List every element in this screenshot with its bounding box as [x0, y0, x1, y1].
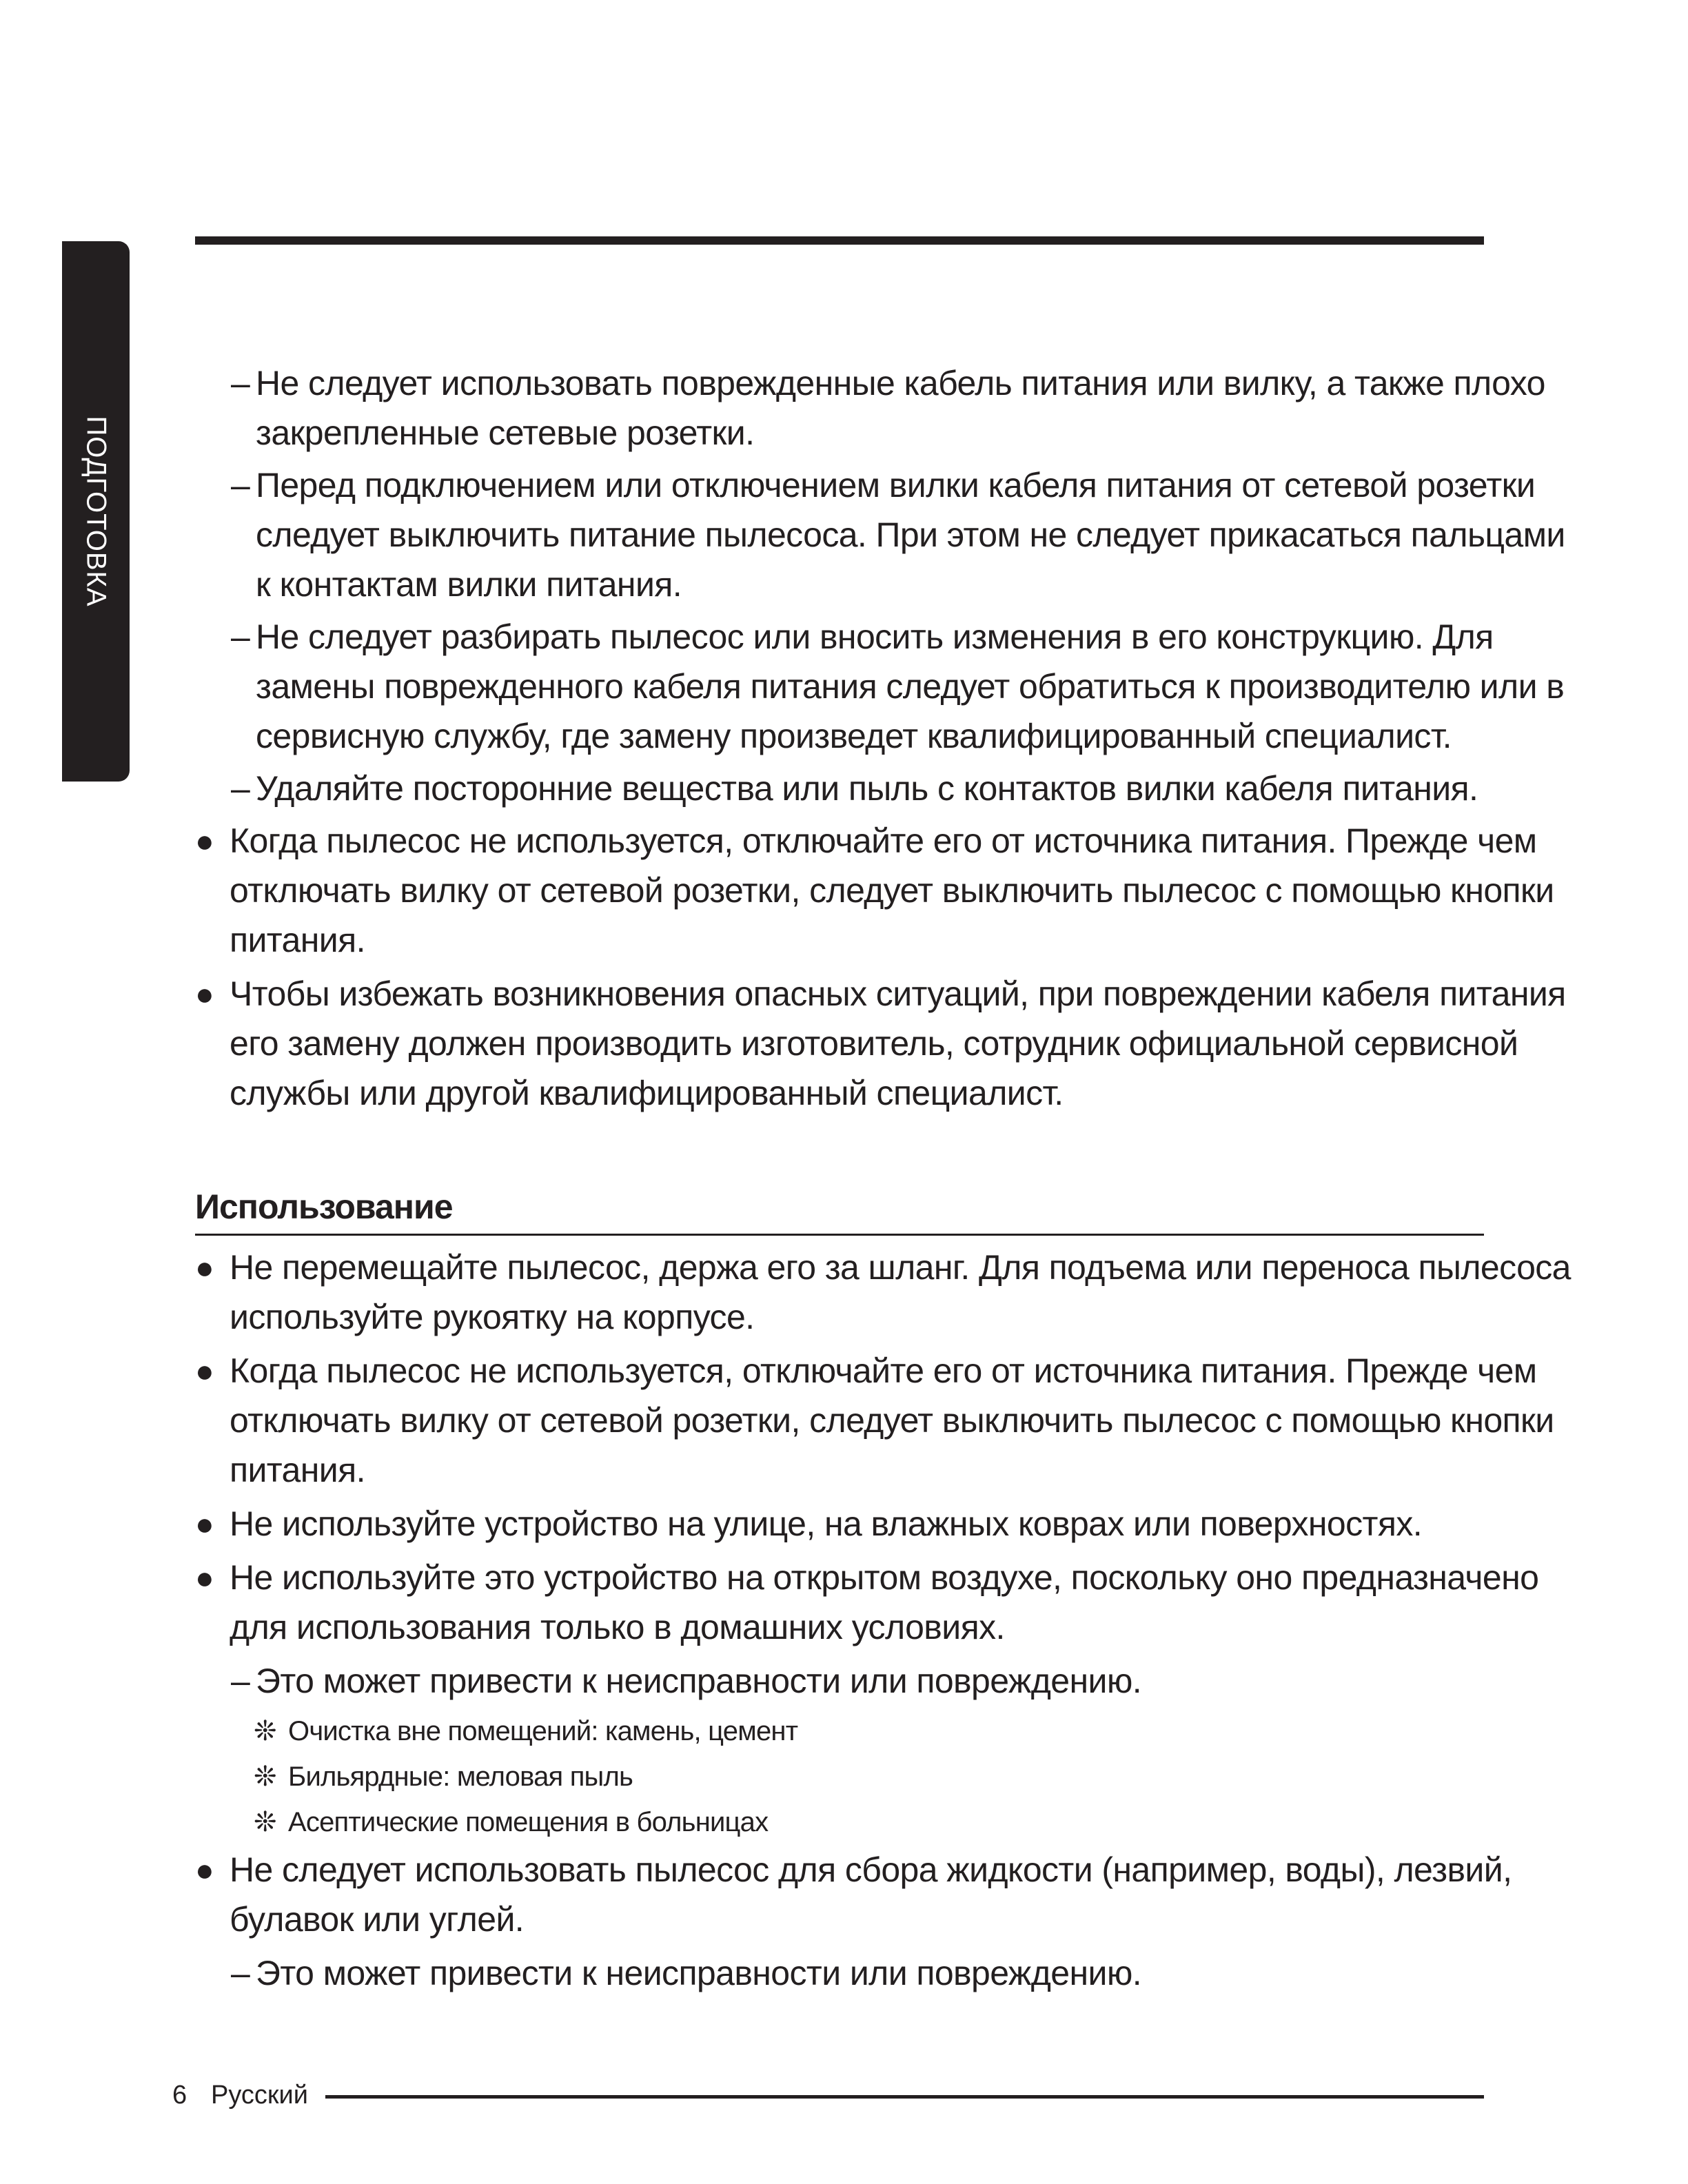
page-footer	[172, 2074, 1484, 2116]
dash-item	[195, 358, 1545, 458]
text-line: Не используйте устройство на улице, на влажных коврах или поверхностях.	[230, 1504, 1423, 1543]
text-line: Не следует использовать пылесос для сбора жидкости (например, воды), лезвий,	[230, 1850, 1512, 1889]
page-content	[195, 358, 1571, 2001]
bullet-item	[195, 969, 1566, 1118]
text-line: Не следует использовать поврежденные кабель питания или вилку, а также плохо	[256, 364, 1545, 402]
bullet-marker: ●	[195, 1353, 214, 1389]
bullet-item	[195, 1845, 1512, 1944]
bullet-item	[195, 1243, 1571, 1342]
bullet-item	[195, 1499, 1484, 1549]
side-tab-label: ПОДГОТОВКА	[81, 416, 112, 607]
text-line: Асептические помещения в больницах	[288, 1807, 769, 1837]
text-line: Не следует разбирать пылесос или вносить изменения в его конструкцию. Для	[256, 618, 1494, 656]
bullet-marker: ●	[195, 1852, 214, 1888]
dash-marker: –	[231, 1662, 250, 1700]
text-line: Чтобы избежать возникновения опасных ситуаций, при повреждении кабеля питания	[230, 974, 1566, 1013]
note-item	[195, 1799, 1484, 1845]
text-line: используйте рукоятку на корпусе.	[230, 1298, 755, 1336]
text-line: Это может привести к неисправности или повреждению.	[256, 1954, 1142, 1992]
dash-item	[195, 1948, 1484, 1998]
bullet-marker: ●	[195, 976, 214, 1012]
bullet-marker: ●	[195, 823, 214, 859]
text-line: отключать вилку от сетевой розетки, следует выключить пылесос с помощью кнопки	[230, 871, 1554, 910]
text-line: Когда пылесос не используется, отключайте его от источника питания. Прежде чем	[230, 1351, 1537, 1390]
text-line: Очистка вне помещений: камень, цемент	[288, 1716, 798, 1746]
text-line: сервисную службу, где замену произведет квалифицированный специалист.	[256, 717, 1452, 755]
note-item	[195, 1708, 1484, 1754]
usage-list	[195, 1243, 1571, 1998]
text-line: к контактам вилки питания.	[256, 565, 682, 604]
text-line: для использования только в домашних условиях.	[230, 1608, 1005, 1646]
bullet-marker: ●	[195, 1506, 214, 1542]
page-language: Русский	[211, 2081, 308, 2110]
text-line: Не используйте это устройство на открытом воздухе, поскольку оно предназначено	[230, 1558, 1539, 1597]
text-line: Не перемещайте пылесос, держа его за шланг. Для подъема или переноса пылесоса	[230, 1248, 1571, 1287]
dash-marker: –	[231, 466, 250, 504]
top-rule	[195, 236, 1484, 245]
bullet-marker: ●	[195, 1249, 214, 1285]
text-line: Бильярдные: меловая пыль	[288, 1762, 633, 1792]
dash-item	[195, 612, 1565, 761]
footer-rule	[325, 2095, 1484, 2099]
text-line: службы или другой квалифицированный специалист.	[230, 1074, 1064, 1112]
text-line: отключать вилку от сетевой розетки, следует выключить пылесос с помощью кнопки	[230, 1401, 1554, 1440]
side-section-tab	[62, 241, 130, 782]
section-heading-usage: Использование	[195, 1184, 1484, 1236]
bullet-item	[195, 1553, 1539, 1652]
text-line: питания.	[230, 921, 365, 959]
note-marker-icon: ❊	[254, 1762, 277, 1792]
dash-marker: –	[231, 769, 250, 808]
text-line: Это может привести к неисправности или повреждению.	[256, 1662, 1142, 1700]
intro-list	[195, 358, 1566, 1118]
text-line: его замену должен производить изготовитель, сотрудник официальной сервисной	[230, 1024, 1518, 1063]
bullet-marker: ●	[195, 1560, 214, 1595]
bullet-item	[195, 816, 1554, 965]
text-line: булавок или углей.	[230, 1900, 525, 1939]
text-line: следует выключить питание пылесоса. При этом не следует прикасаться пальцами	[256, 516, 1565, 554]
dash-marker: –	[231, 364, 250, 402]
text-line: Перед подключением или отключением вилки кабеля питания от сетевой розетки	[256, 466, 1536, 504]
bullet-item	[195, 1346, 1554, 1495]
note-marker-icon: ❊	[254, 1716, 277, 1746]
text-line: закрепленные сетевые розетки.	[256, 414, 755, 452]
dash-marker: –	[231, 1954, 250, 1992]
note-marker-icon: ❊	[254, 1807, 277, 1837]
dash-marker: –	[231, 618, 250, 656]
text-line: Когда пылесос не используется, отключайте его от источника питания. Прежде чем	[230, 821, 1537, 860]
page-number: 6	[172, 2081, 187, 2110]
note-item	[195, 1754, 1484, 1799]
dash-item	[195, 764, 1484, 813]
dash-item	[195, 1656, 1484, 1706]
text-line: питания.	[230, 1451, 365, 1489]
dash-item	[195, 460, 1565, 609]
text-line: Удаляйте посторонние вещества или пыль с контактов вилки кабеля питания.	[256, 769, 1478, 808]
text-line: замены поврежденного кабеля питания следует обратиться к производителю или в	[256, 667, 1565, 706]
